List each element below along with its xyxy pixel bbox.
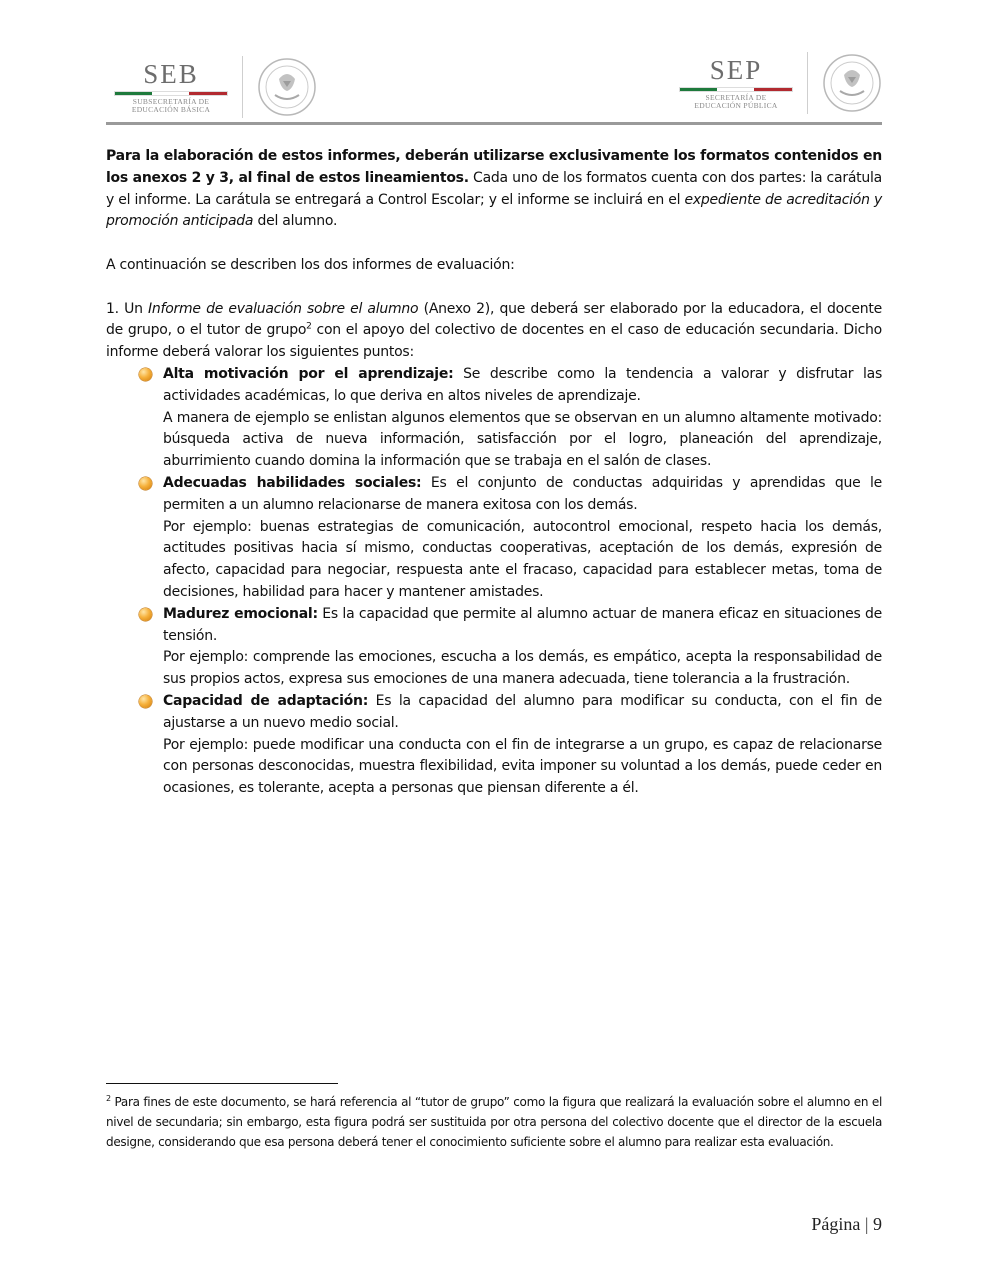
sep-sub1: SECRETARÍA DE — [705, 93, 767, 102]
bullet-item — [106, 473, 882, 517]
header-rule — [106, 122, 882, 125]
formats-bold-text: Para la elaboración de estos informes, deberán utilizarse exclusivamente los formatos contenidos en los anexos 2 y 3, al final de estos lineamientos. — [106, 148, 882, 186]
page-label: Página — [811, 1214, 861, 1234]
bullet-text: Es la capacidad que permite al alumno actuar de manera eficaz en situaciones de tensión. — [163, 605, 882, 644]
page-header — [106, 48, 882, 128]
logo-divider — [807, 52, 808, 114]
list-item — [106, 364, 882, 473]
seb-sub1: SUBSECRETARÍA DE — [132, 97, 210, 106]
bullet-title: Capacidad de adaptación: — [163, 692, 369, 709]
bullet-example: Por ejemplo: buenas estrategias de comunicación, autocontrol emocional, respeto hacia los demás, actitudes positivas hacia sí mismo, conductas cooperativas, aceptación de los demás, expresión de afecto, capacidad para negociar, respuesta ante el fracaso, capacidad para establecer metas, toma de decisiones, habilidad para hacer y mantener amistades. — [163, 518, 882, 600]
bullet-title: Adecuadas habilidades sociales: — [163, 474, 422, 491]
list-item — [106, 473, 882, 604]
coat-of-arms-seal-icon — [822, 53, 882, 113]
report-text-1: 1. Un — [106, 300, 149, 317]
report-text-2: (Anexo 2), que deberá ser elaborado por la educadora, el docente de grupo, o el tutor de grupo — [106, 300, 882, 339]
seb-logo — [114, 56, 317, 118]
formats-italic-text: expediente de acreditación y promoción anticipada — [106, 191, 883, 230]
page-number-value: 9 — [873, 1214, 882, 1234]
logo-divider — [242, 56, 243, 118]
report-text-3: con el apoyo del colectivo de docentes en el caso de educación secundaria. Dicho informe deberá valorar los siguientes puntos: — [106, 322, 882, 361]
orange-bullet-icon — [139, 695, 152, 708]
seb-sub2: EDUCACIÓN BÁSICA — [131, 105, 211, 114]
footnote-text: Para fines de este documento, se hará referencia al “tutor de grupo” como la figura que realizará la evaluación sobre el alumno en el nivel de secundaria; sin embargo, esta figura podrá ser sustituida por otra persona del colectivo docente que el director de la escuela designe, considerando que esa persona deberá tener el conocimiento suficiente sobre el alumno para realizar esta evaluación. — [106, 1095, 882, 1149]
sep-sub2: EDUCACIÓN PÚBLICA — [694, 101, 778, 110]
flag-bar — [679, 87, 793, 92]
orange-bullet-icon — [139, 608, 152, 621]
footnote — [106, 1092, 882, 1152]
bullet-text: Es la capacidad del alumno para modificar su conducta, con el fin de ajustarse a un nuevo medio social. — [163, 692, 882, 731]
coat-of-arms-seal-icon — [257, 57, 317, 117]
sep-logo — [679, 52, 882, 114]
page-number — [811, 1214, 882, 1235]
bullet-title: Alta motivación por el aprendizaje: — [163, 365, 454, 382]
list-item — [106, 604, 882, 691]
bullet-title: Madurez emocional: — [163, 605, 318, 622]
paragraph-intro: A continuación se describen los dos informes de evaluación: — [106, 256, 515, 273]
orange-bullet-icon — [139, 368, 152, 381]
footnote-number: 2 — [106, 1094, 111, 1103]
report-italic-title: Informe de evaluación sobre el alumno — [148, 300, 419, 317]
footnote-separator — [106, 1083, 338, 1084]
bullet-example: A manera de ejemplo se enlistan algunos elementos que se observan en un alumno altamente motivado: búsqueda activa de nueva información, satisfacción por el logro, planeación del aprendizaje, aburrimiento cuando domina la información que se trabaja en el salón de clases. — [163, 409, 882, 470]
bullet-example: Por ejemplo: comprende las emociones, escucha a los demás, es empático, acepta la responsabilidad de sus propios actos, expresa sus emociones de una manera adecuada, tiene tolerancia a la frustración. — [163, 649, 882, 688]
formats-text-1: Cada uno de los formatos cuenta con dos partes: la carátula y el informe. La carátula se entregará a Control Escolar; y el informe se incluirá en el — [106, 169, 882, 208]
orange-bullet-icon — [139, 477, 152, 490]
seb-name: SEB — [143, 59, 199, 89]
bullet-item — [106, 604, 882, 648]
bullet-text: Es el conjunto de conductas adquiridas y aprendidas que le permiten a un alumno relacionarse de manera exitosa con los demás. — [163, 474, 882, 513]
document-body — [106, 146, 882, 800]
seb-wordmark — [114, 60, 228, 114]
bullet-list — [106, 364, 882, 800]
paragraph-report-1 — [106, 299, 882, 364]
bullet-text: Se describe como la tendencia a valorar y disfrutar las actividades académicas, lo que deriva en altos niveles de aprendizaje. — [163, 365, 882, 404]
bullet-example: Por ejemplo: puede modificar una conducta con el fin de integrarse a un grupo, es capaz de relacionarse con personas desconocidas, muestra flexibilidad, evita imponer su voluntad a los demás, puede ceder en ocasiones, es tolerante, acepta a personas que piensan diferente a él. — [163, 736, 882, 797]
page-separator: | — [864, 1214, 869, 1234]
list-item — [106, 691, 882, 800]
formats-text-2: del alumno. — [253, 213, 338, 230]
sep-name: SEP — [709, 55, 763, 85]
paragraph-formats — [106, 146, 882, 233]
bullet-item — [106, 691, 882, 735]
bullet-item — [106, 364, 882, 408]
flag-bar — [114, 91, 228, 96]
footnote-reference[interactable]: 2 — [306, 321, 312, 332]
sep-wordmark — [679, 56, 793, 110]
